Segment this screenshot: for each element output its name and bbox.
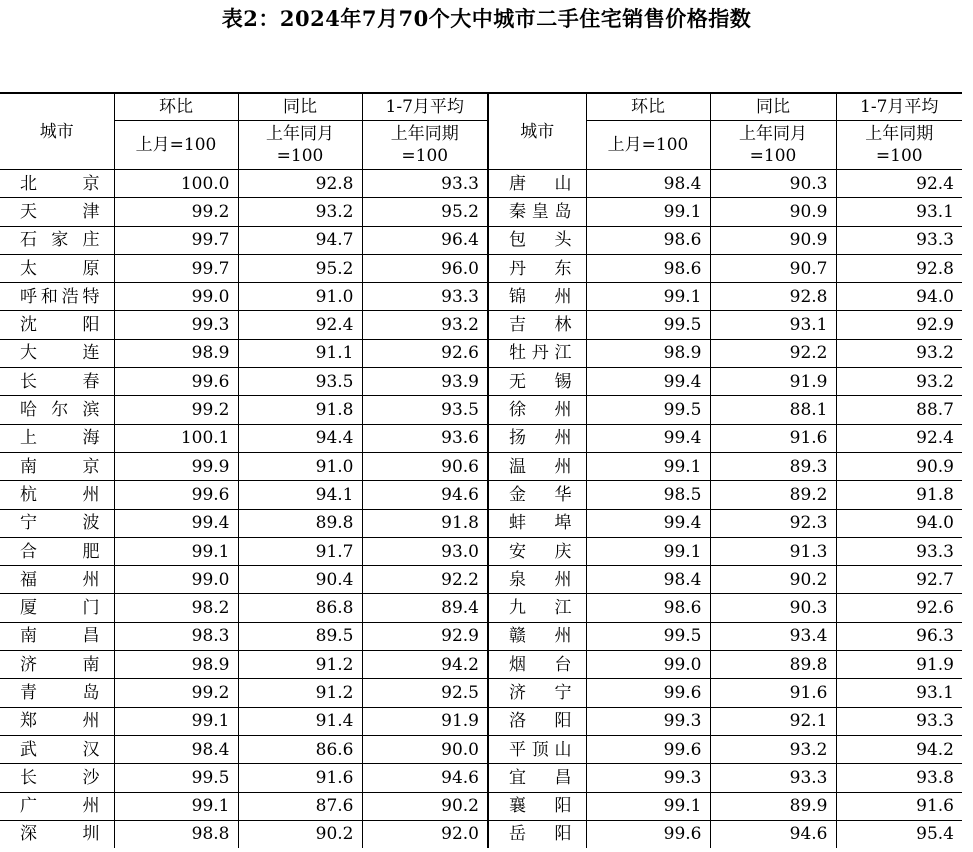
avg-value: 92.9 [836,311,962,339]
yoy-value: 94.4 [238,424,362,452]
city-name: 天津 [0,198,114,226]
avg-value: 92.5 [362,679,488,707]
yoy-value: 93.4 [710,622,836,650]
table-row [0,198,962,226]
mom-value: 98.8 [114,820,238,848]
mom-value: 98.4 [586,566,710,594]
yoy-column-header: 同比 [238,93,362,121]
city-name: 唐山 [488,170,586,198]
city-name: 沈阳 [0,311,114,339]
mom-value: 99.6 [586,679,710,707]
table-row [0,254,962,282]
yoy-value: 87.6 [238,792,362,820]
yoy-value: 92.4 [238,311,362,339]
city-name: 徐州 [488,396,586,424]
city-name: 上海 [0,424,114,452]
mom-value: 99.2 [114,198,238,226]
yoy-base-label: 上年同月 =100 [238,121,362,170]
mom-value: 99.4 [586,509,710,537]
yoy-value: 89.8 [710,651,836,679]
city-name: 太原 [0,254,114,282]
avg-value: 95.2 [362,198,488,226]
avg-value: 93.6 [362,424,488,452]
city-name: 郑州 [0,707,114,735]
avg-value: 94.0 [836,509,962,537]
yoy-value: 89.2 [710,481,836,509]
mom-value: 98.6 [586,226,710,254]
table-row [0,735,962,763]
yoy-value: 91.0 [238,452,362,480]
city-name: 平顶山 [488,735,586,763]
mom-value: 99.1 [586,452,710,480]
avg-value: 90.0 [362,735,488,763]
city-name: 蚌埠 [488,509,586,537]
city-name: 无锡 [488,368,586,396]
yoy-column-header: 同比 [710,93,836,121]
city-column-header: 城市 [0,93,114,170]
yoy-value: 91.6 [238,764,362,792]
city-name: 岳阳 [488,820,586,848]
yoy-value: 91.3 [710,537,836,565]
avg-value: 94.6 [362,764,488,792]
avg-value: 92.6 [362,339,488,367]
page-title: 表2：2024年7月70个大中城市二手住宅销售价格指数 [221,6,752,31]
avg-value: 94.2 [362,651,488,679]
yoy-value: 91.7 [238,537,362,565]
mom-value: 98.5 [586,481,710,509]
yoy-value: 90.9 [710,198,836,226]
city-name: 南京 [0,452,114,480]
avg-base-label: 上年同期 =100 [362,121,488,170]
yoy-value: 92.8 [238,170,362,198]
table-row [0,396,962,424]
yoy-value: 89.8 [238,509,362,537]
mom-value: 99.3 [114,311,238,339]
yoy-value: 94.6 [710,820,836,848]
avg-value: 91.8 [836,481,962,509]
avg-base-label: 上年同期 =100 [836,121,962,170]
yoy-value: 93.2 [238,198,362,226]
city-name: 北京 [0,170,114,198]
mom-value: 100.0 [114,170,238,198]
mom-value: 98.9 [586,339,710,367]
mom-value: 99.0 [114,283,238,311]
yoy-value: 91.2 [238,651,362,679]
avg-value: 93.9 [362,368,488,396]
avg-value: 93.3 [836,707,962,735]
mom-value: 99.5 [586,622,710,650]
avg-column-header: 1-7月平均 [362,93,488,121]
avg-value: 92.4 [836,424,962,452]
avg-value: 96.0 [362,254,488,282]
avg-value: 95.4 [836,820,962,848]
mom-value: 98.4 [586,170,710,198]
avg-value: 93.2 [836,368,962,396]
table-row [0,707,962,735]
mom-value: 99.1 [586,283,710,311]
mom-value: 98.9 [114,651,238,679]
mom-value: 99.4 [586,424,710,452]
table-row [0,424,962,452]
mom-value: 98.9 [114,339,238,367]
yoy-value: 93.5 [238,368,362,396]
mom-value: 99.5 [586,311,710,339]
city-name: 大连 [0,339,114,367]
mom-value: 99.1 [586,792,710,820]
mom-value: 99.6 [114,481,238,509]
mom-value: 98.3 [114,622,238,650]
city-name: 扬州 [488,424,586,452]
yoy-value: 91.0 [238,283,362,311]
mom-value: 99.1 [114,792,238,820]
mom-base-label: 上月=100 [114,121,238,170]
mom-value: 98.6 [586,594,710,622]
avg-value: 93.3 [362,283,488,311]
table-row [0,537,962,565]
mom-value: 99.1 [586,537,710,565]
yoy-base-label: 上年同月 =100 [710,121,836,170]
avg-value: 94.6 [362,481,488,509]
yoy-value: 92.1 [710,707,836,735]
mom-value: 98.4 [114,735,238,763]
avg-value: 91.9 [836,651,962,679]
mom-value: 99.3 [586,764,710,792]
table-row [0,509,962,537]
avg-value: 93.2 [836,339,962,367]
avg-value: 92.9 [362,622,488,650]
city-name: 广州 [0,792,114,820]
avg-value: 90.9 [836,452,962,480]
city-name: 金华 [488,481,586,509]
mom-value: 99.2 [114,396,238,424]
table-row [0,820,962,848]
yoy-value: 92.2 [710,339,836,367]
city-name: 青岛 [0,679,114,707]
mom-value: 99.4 [586,368,710,396]
table-row [0,283,962,311]
avg-value: 94.0 [836,283,962,311]
avg-value: 96.3 [836,622,962,650]
city-name: 武汉 [0,735,114,763]
avg-value: 91.9 [362,707,488,735]
yoy-value: 91.4 [238,707,362,735]
city-name: 吉林 [488,311,586,339]
avg-column-header: 1-7月平均 [836,93,962,121]
mom-value: 99.7 [114,254,238,282]
avg-value: 94.2 [836,735,962,763]
city-name: 泉州 [488,566,586,594]
table-row [0,792,962,820]
mom-value: 99.4 [114,509,238,537]
avg-value: 93.1 [836,679,962,707]
mom-value: 99.6 [114,368,238,396]
table-row [0,339,962,367]
mom-value: 99.1 [114,537,238,565]
yoy-value: 91.6 [710,424,836,452]
mom-base-label: 上月=100 [586,121,710,170]
table-row [0,311,962,339]
mom-value: 99.1 [586,198,710,226]
table-row [0,622,962,650]
mom-column-header: 环比 [586,93,710,121]
yoy-value: 88.1 [710,396,836,424]
yoy-value: 89.5 [238,622,362,650]
mom-value: 99.3 [586,707,710,735]
avg-value: 93.3 [362,170,488,198]
table-row [0,651,962,679]
yoy-value: 86.6 [238,735,362,763]
yoy-value: 90.9 [710,226,836,254]
city-name: 合肥 [0,537,114,565]
city-name: 福州 [0,566,114,594]
avg-value: 93.2 [362,311,488,339]
table-row [0,764,962,792]
avg-value: 92.0 [362,820,488,848]
mom-value: 100.1 [114,424,238,452]
city-name: 牡丹江 [488,339,586,367]
table-row [0,170,962,198]
avg-value: 93.5 [362,396,488,424]
avg-value: 92.2 [362,566,488,594]
city-name: 呼和浩特 [0,283,114,311]
table-row [0,452,962,480]
table-header [0,93,962,170]
yoy-value: 91.1 [238,339,362,367]
yoy-value: 92.8 [710,283,836,311]
city-name: 深圳 [0,820,114,848]
city-name: 哈尔滨 [0,396,114,424]
table-row [0,594,962,622]
city-name: 石家庄 [0,226,114,254]
yoy-value: 86.8 [238,594,362,622]
city-name: 厦门 [0,594,114,622]
avg-value: 93.8 [836,764,962,792]
yoy-value: 91.9 [710,368,836,396]
avg-value: 88.7 [836,396,962,424]
city-name: 丹东 [488,254,586,282]
avg-value: 91.6 [836,792,962,820]
yoy-value: 94.7 [238,226,362,254]
table-row [0,481,962,509]
city-name: 长春 [0,368,114,396]
city-name: 九江 [488,594,586,622]
city-name: 宜昌 [488,764,586,792]
mom-value: 99.1 [114,707,238,735]
avg-value: 93.3 [836,226,962,254]
avg-value: 89.4 [362,594,488,622]
mom-value: 99.6 [586,735,710,763]
table-row [0,679,962,707]
yoy-value: 93.2 [710,735,836,763]
mom-value: 99.5 [586,396,710,424]
city-name: 温州 [488,452,586,480]
yoy-value: 91.2 [238,679,362,707]
city-name: 洛阳 [488,707,586,735]
yoy-value: 93.1 [710,311,836,339]
yoy-value: 91.8 [238,396,362,424]
table-row [0,226,962,254]
city-name: 包头 [488,226,586,254]
mom-value: 98.2 [114,594,238,622]
mom-value: 99.5 [114,764,238,792]
mom-value: 99.9 [114,452,238,480]
table-body [0,170,962,849]
table-row [0,368,962,396]
avg-value: 92.6 [836,594,962,622]
avg-value: 91.8 [362,509,488,537]
yoy-value: 89.3 [710,452,836,480]
avg-value: 92.4 [836,170,962,198]
city-name: 烟台 [488,651,586,679]
city-name: 赣州 [488,622,586,650]
table-row [0,566,962,594]
city-column-header: 城市 [488,93,586,170]
city-name: 南昌 [0,622,114,650]
avg-value: 93.0 [362,537,488,565]
yoy-value: 91.6 [710,679,836,707]
avg-value: 93.1 [836,198,962,226]
city-name: 济南 [0,651,114,679]
avg-value: 92.7 [836,566,962,594]
mom-value: 99.2 [114,679,238,707]
yoy-value: 93.3 [710,764,836,792]
city-name: 锦州 [488,283,586,311]
city-name: 杭州 [0,481,114,509]
price-index-table [0,92,962,848]
yoy-value: 89.9 [710,792,836,820]
yoy-value: 94.1 [238,481,362,509]
yoy-value: 90.4 [238,566,362,594]
mom-value: 99.6 [586,820,710,848]
city-name: 襄阳 [488,792,586,820]
avg-value: 90.2 [362,792,488,820]
avg-value: 93.3 [836,537,962,565]
city-name: 秦皇岛 [488,198,586,226]
mom-value: 99.0 [114,566,238,594]
yoy-value: 90.3 [710,594,836,622]
yoy-value: 90.2 [238,820,362,848]
city-name: 安庆 [488,537,586,565]
mom-value: 98.6 [586,254,710,282]
yoy-value: 90.7 [710,254,836,282]
mom-column-header: 环比 [114,93,238,121]
city-name: 长沙 [0,764,114,792]
yoy-value: 90.2 [710,566,836,594]
city-name: 宁波 [0,509,114,537]
avg-value: 96.4 [362,226,488,254]
yoy-value: 90.3 [710,170,836,198]
mom-value: 99.7 [114,226,238,254]
city-name: 济宁 [488,679,586,707]
mom-value: 99.0 [586,651,710,679]
avg-value: 92.8 [836,254,962,282]
avg-value: 90.6 [362,452,488,480]
yoy-value: 95.2 [238,254,362,282]
yoy-value: 92.3 [710,509,836,537]
